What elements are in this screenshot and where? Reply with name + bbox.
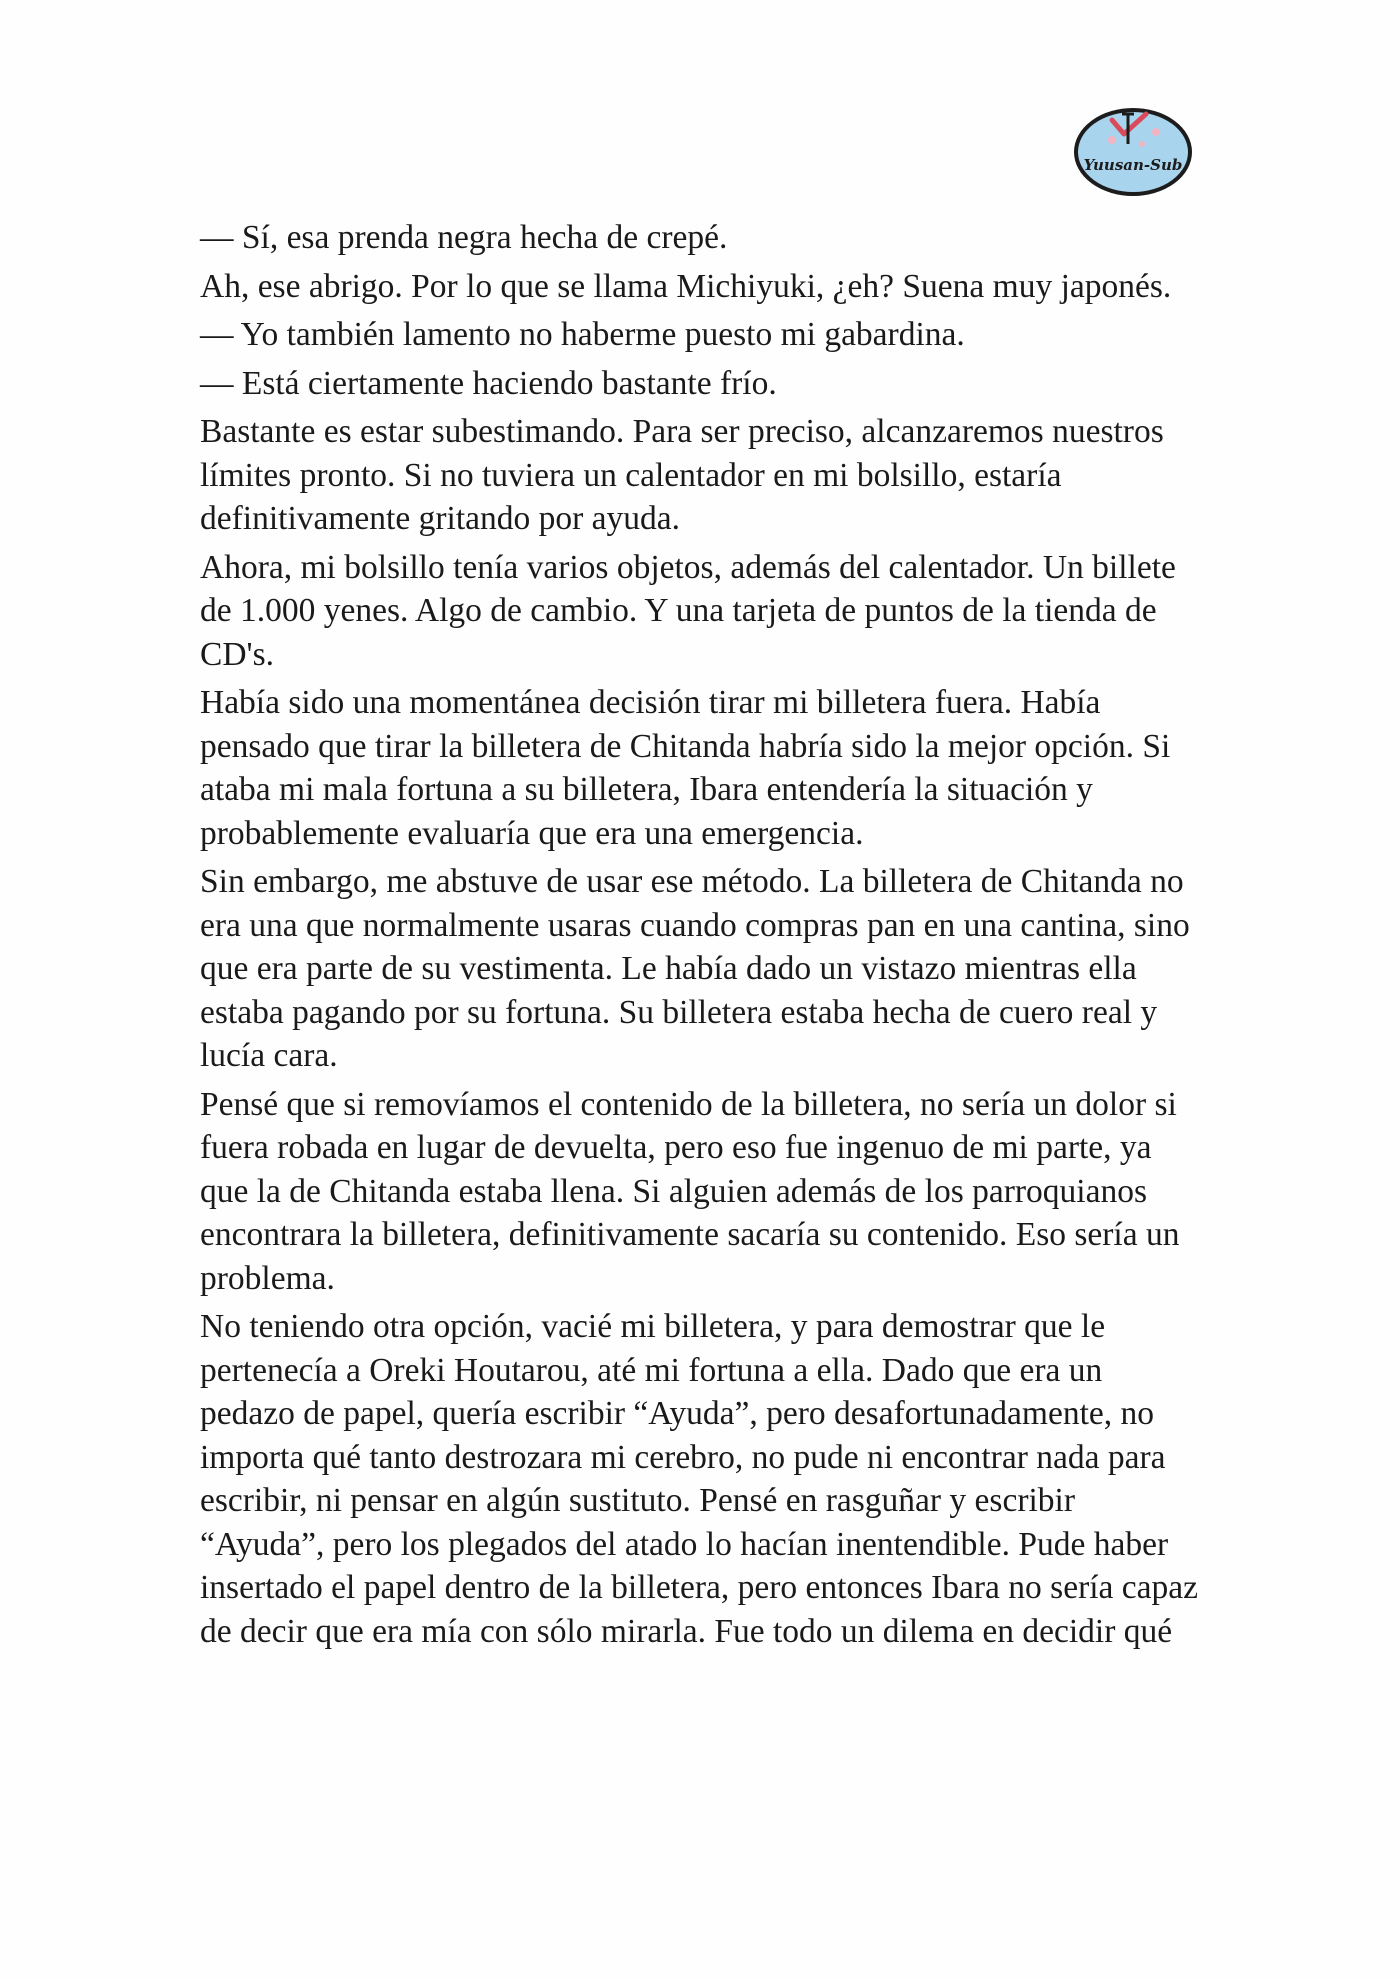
paragraph: Bastante es estar subestimando. Para ser preciso, alcanzaremos nuestros límites pronto. Si no tuviera un calentador en mi bolsillo, estaría definitivamente gritando por ayuda. bbox=[200, 413, 1164, 537]
yuusan-sub-logo bbox=[1072, 104, 1194, 196]
paragraph: Pensé que si removíamos el contenido de la billetera, no sería un dolor si fuera robada en lugar de devuelta, pero eso fue ingenuo de mi parte, ya que la de Chitanda estaba llena. Si alguien además de los parroquianos encontrara la billetera, definitivamente sacaría su contenido. Eso sería un problema. bbox=[200, 1085, 1180, 1297]
paragraph: — Sí, esa prenda negra hecha de crepé. bbox=[200, 219, 728, 256]
paragraph: — Está ciertamente haciendo bastante frío. bbox=[200, 364, 777, 402]
paragraph: Sin embargo, me abstuve de usar ese método. La billetera de Chitanda no era una que normalmente usaras cuando compras pan en una cantina, sino que era parte de su vestimenta. Le había dado un vistazo mientras ella estaba pagando por su fortuna. Su billetera estaba hecha de cuero real y lucía cara. bbox=[200, 863, 1190, 1074]
logo-emblem-icon bbox=[1072, 104, 1194, 196]
paragraph: Ah, ese abrigo. Por lo que se llama Michiyuki, ¿eh? Suena muy japonés. bbox=[200, 267, 1172, 305]
paragraph: No teniendo otra opción, vacié mi billetera, y para demostrar que le pertenecía a Oreki Houtarou, até mi fortuna a ella. Dado que era un pedazo de papel, quería escribir “Ayuda”, pero desafortunadamente, no importa qué tanto destrozara mi cerebro, no pude ni encontrar nada para escribir, ni pensar en algún sustituto. Pensé en rasguñar y escribir “Ayuda”, pero los plegados del atado lo hacían inentendible. Pude haber insertado el papel dentro de la billetera, pero entonces Ibara no sería capaz de decir que era mía con sólo mirarla. Fue todo un dilema en decidir qué bbox=[200, 1308, 1198, 1650]
document-body bbox=[200, 216, 1200, 1658]
paragraph: Ahora, mi bolsillo tenía varios objetos, además del calentador. Un billete de 1.000 yenes. Algo de cambio. Y una tarjeta de puntos de la tienda de CD's. bbox=[200, 548, 1176, 673]
paragraph: Había sido una momentánea decisión tirar mi billetera fuera. Había pensado que tirar la billetera de Chitanda habría sido la mejor opción. Si ataba mi mala fortuna a su billetera, Ibara entendería la situación y probablemente evaluaría que era una emergencia. bbox=[200, 684, 1171, 852]
paragraph: — Yo también lamento no haberme puesto mi gabardina. bbox=[200, 316, 965, 353]
logo-wordmark: Yuusan-Sub bbox=[1083, 156, 1183, 174]
